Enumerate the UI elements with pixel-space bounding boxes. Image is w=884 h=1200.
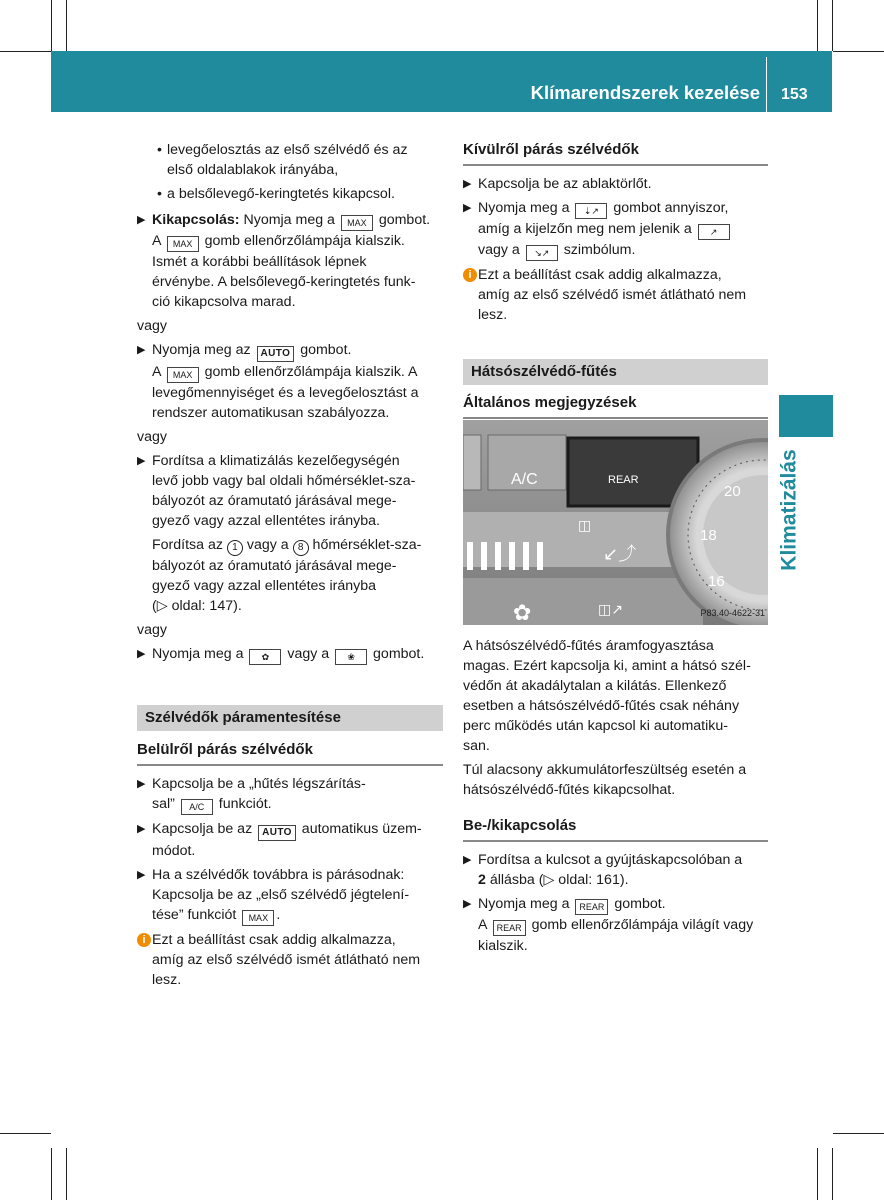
step-arrow-icon: ▶ [137, 823, 146, 835]
section-heading: Szélvédők páramentesítése [137, 705, 443, 731]
crop-mark [817, 0, 818, 51]
crop-mark [832, 0, 833, 51]
or-text: vagy [137, 429, 167, 445]
step-defrost: ▶ Ha a szélvédők továbbra is párásodnak: Kapcsolja be az „első szélvédő jégtelení- tése” funkciót MAX . [137, 865, 443, 926]
left-column [137, 140, 443, 990]
step-arrow-icon: ▶ [137, 869, 146, 881]
max-defrost-key-icon: MAX [167, 367, 199, 383]
crop-mark [66, 0, 67, 51]
temperature-20: 20 [724, 483, 741, 500]
max-defrost-key-icon: MAX [242, 910, 274, 926]
crop-mark [833, 1133, 884, 1134]
crop-mark [51, 1148, 52, 1200]
step-arrow-icon: ▶ [137, 214, 146, 226]
air-distribution-key-icon: ⇣↗ [575, 203, 607, 219]
chapter-label: Klimatizálás [778, 449, 802, 571]
step-arrow-icon: ▶ [463, 854, 472, 866]
step-ignition: ▶ Fordítsa a kulcsot a gyújtáskapcsolóban a 2 állásba (▷ oldal: 161). [463, 852, 743, 888]
bullet-item: • levegőelosztás az első szélvédő és az első oldalablakok irányába, [137, 140, 443, 180]
step-rotate-detail: Fordítsa az 1 vagy a 8 hőmérséklet-sza- bályozót az óramutató járásával mege- gyező vagy azzal ellentétes irányba (▷ oldal: 147). [152, 537, 422, 614]
climate-control-panel-figure [463, 420, 768, 625]
step-rear-defrost: ▶ Nyomja meg a REAR gombot. A REAR gomb ellenőrzőlámpája világít vagy kialszik. [463, 896, 754, 954]
defrost-icon: ◫ [578, 518, 592, 534]
page-number: 153 [781, 86, 808, 103]
subsection-heading: Be-/kikapcsolás [463, 816, 768, 842]
auto-key-icon: AUTO [257, 346, 295, 362]
step-arrow-icon: ▶ [463, 178, 472, 190]
paragraph: Túl alacsony akkumulátorfeszültség esetén a hátsószélvédő-fűtés kikapcsolhat. [463, 762, 747, 798]
info-icon: i [463, 268, 477, 282]
crop-mark [0, 51, 51, 52]
crop-mark [51, 0, 52, 51]
circled-8-icon: 8 [293, 540, 309, 556]
bullet-item: • a belsőlevegő-keringtetés kikapcsol. [137, 184, 443, 204]
section-header-title: Klímarendszerek kezelése [530, 82, 760, 103]
header-separator [766, 57, 767, 112]
right-column-lower [463, 636, 768, 956]
temperature-16: 16 [708, 573, 725, 590]
windscreen-footwell-airflow-icon: ↘↗ [526, 245, 558, 261]
step-arrow-icon: ▶ [463, 898, 472, 910]
max-defrost-key-icon: MAX [167, 236, 199, 252]
info-note: i Ezt a beállítást csak addig alkalmazza, amíg az első szélvédő ismét átlátható nem lesz. [137, 930, 443, 990]
step-windscreen-air: ▶ Nyomja meg a ⇣↗ gombot annyiszor, amíg a kijelzőn meg nem jelenik a ↗ vagy a ↘↗ szimbólum. [463, 198, 768, 261]
info-note: i Ezt a beállítást csak addig alkalmazza, amíg az első szélvédő ismét átlátható nem lesz. [463, 265, 768, 325]
figure-code: P83.40-4622-31 [700, 608, 765, 618]
temperature-18: 18 [700, 527, 717, 544]
step-arrow-icon: ▶ [137, 344, 146, 356]
or-text: vagy [137, 622, 167, 638]
step-rotate: ▶ Fordítsa a klimatizálás kezelőegységén levő jobb vagy bal oldali hőmérséklet-sza- bályozót az óramutató járásával mege- gyező vagy azzal ellentétes irányba. [137, 453, 416, 529]
crop-mark [817, 1148, 818, 1200]
subsection-heading: Kívülről párás szélvédők [463, 140, 768, 166]
paragraph: A hátsószélvédő-fűtés áramfogyasztása magas. Ezért kapcsolja ki, amint a hátsó szél- védőn át akadálytalan a kilátás. Ellenkező esetben a hátsószélvédő-fűtés csak néhány perc működés után kapcsol ki automatiku- san. [463, 638, 751, 754]
rear-defrost-key-icon: REAR [493, 920, 526, 936]
crop-mark [832, 1148, 833, 1200]
airflow-icon: ↙⤴ [603, 544, 637, 565]
crop-mark [833, 51, 884, 52]
step-fan: ▶ Nyomja meg a ✿ vagy a ❀ gombot. [137, 644, 443, 665]
info-icon: i [137, 933, 151, 947]
step-ac: ▶ Kapcsolja be a „hűtés légszárítás- sal” A/C funkciót. [137, 774, 443, 815]
circled-1-icon: 1 [227, 540, 243, 556]
subsection-heading: Belülről párás szélvédők [137, 740, 443, 766]
climate-panel-illustration [463, 420, 768, 625]
crop-mark [0, 1133, 51, 1134]
fan-down-key-icon: ❀ [335, 649, 367, 665]
step-switch-off: ▶ Kikapcsolás: Nyomja meg a MAX gombot. A MAX gomb ellenőrzőlámpája kialszik. Ismét a korábbi beállítások lépnek érvénybe. A belsőlevegő-keringtetés funk- ció kikapcsolva marad. [137, 212, 431, 310]
step-arrow-icon: ▶ [137, 455, 146, 467]
ac-key-icon: A/C [181, 799, 213, 815]
step-arrow-icon: ▶ [137, 648, 146, 660]
fan-up-key-icon: ✿ [249, 649, 281, 665]
step-auto: ▶ Nyomja meg az AUTO gombot. A MAX gomb ellenőrzőlámpája kialszik. A levegőmennyiséget és a levegőelosztást a rendszer automatikusan szabályozza. [137, 342, 419, 421]
rear-defrost-small-icon: ◫↗ [598, 602, 623, 618]
right-column [463, 140, 768, 419]
step-auto-mode: ▶ Kapcsolja be az AUTO automatikus üzem- módot. [137, 821, 422, 859]
or-text: vagy [137, 318, 167, 334]
crop-mark [66, 1148, 67, 1200]
step-arrow-icon: ▶ [137, 778, 146, 790]
chapter-tab [779, 395, 833, 437]
auto-key-icon: AUTO [258, 825, 296, 841]
max-defrost-key-icon: MAX [341, 215, 373, 231]
ac-label: A/C [511, 471, 538, 488]
windscreen-airflow-icon: ↗ [698, 224, 730, 240]
subsection-heading: Általános megjegyzések [463, 393, 768, 419]
section-heading: Hátsószélvédő-fűtés [463, 359, 768, 385]
rear-defrost-key-icon: REAR [575, 899, 608, 915]
step-wipers: ▶ Kapcsolja be az ablaktörlőt. [463, 176, 652, 192]
rear-button-label: REAR [608, 474, 639, 486]
fan-icon: ✿ [513, 601, 532, 625]
step-arrow-icon: ▶ [463, 202, 472, 214]
